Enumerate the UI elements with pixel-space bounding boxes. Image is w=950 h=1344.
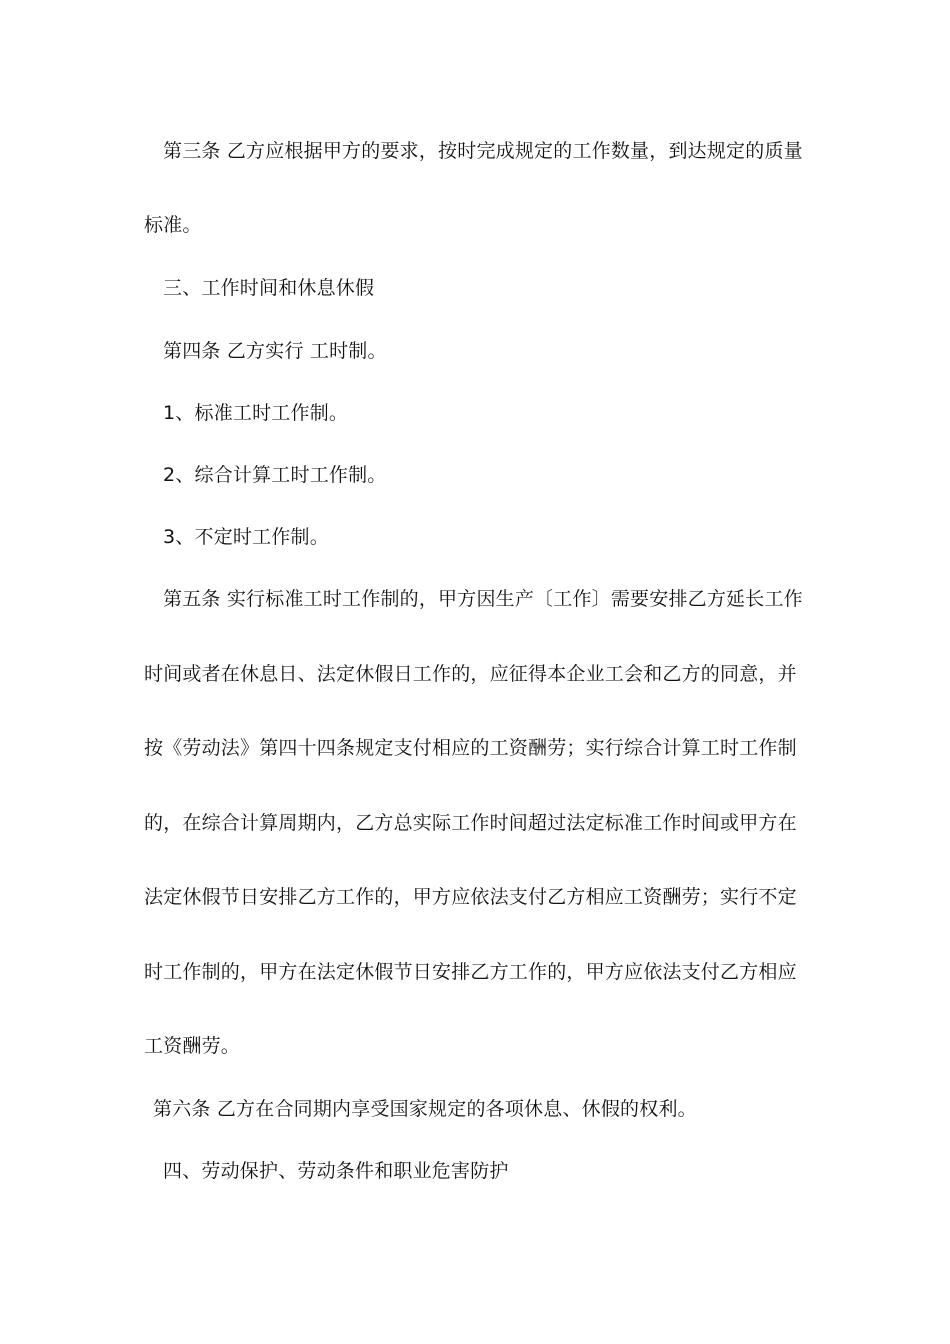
article-5-line-1: 第五条 实行标准工时工作制的，甲方因生产〔工作〕需要安排乙方延长工作 [163, 588, 803, 610]
option-2: 2、综合计算工时工作制。 [163, 464, 387, 486]
article-4-line: 第四条 乙方实行 工时制。 [163, 340, 387, 362]
article-6-line: 第六条 乙方在合同期内享受国家规定的各项休息、休假的权利。 [153, 1098, 697, 1120]
article-5-line-4: 的，在综合计算周期内，乙方总实际工作时间超过法定标准工作时间或甲方在 [144, 812, 797, 834]
article-5-line-3: 按《劳动法》第四十四条规定支付相应的工资酬劳；实行综合计算工时工作制 [144, 737, 797, 759]
article-5-line-5: 法定休假节日安排乙方工作的，甲方应依法支付乙方相应工资酬劳；实行不定 [144, 886, 797, 908]
article-5-line-6: 时工作制的，甲方在法定休假节日安排乙方工作的，甲方应依法支付乙方相应 [144, 961, 797, 983]
article-5-line-7: 工资酬劳。 [144, 1035, 241, 1057]
section-3-heading: 三、工作时间和休息休假 [163, 277, 375, 299]
section-4-heading: 四、劳动保护、劳动条件和职业危害防护 [163, 1160, 509, 1182]
article-5-line-2: 时间或者在休息日、法定休假日工作的，应征得本企业工会和乙方的同意，并 [144, 663, 797, 685]
option-3: 3、不定时工作制。 [163, 526, 329, 548]
option-1: 1、标准工时工作制。 [163, 402, 349, 424]
article-3-line-2: 标准。 [144, 214, 202, 236]
article-3-line-1: 第三条 乙方应根据甲方的要求，按时完成规定的工作数量，到达规定的质量 [163, 140, 803, 162]
